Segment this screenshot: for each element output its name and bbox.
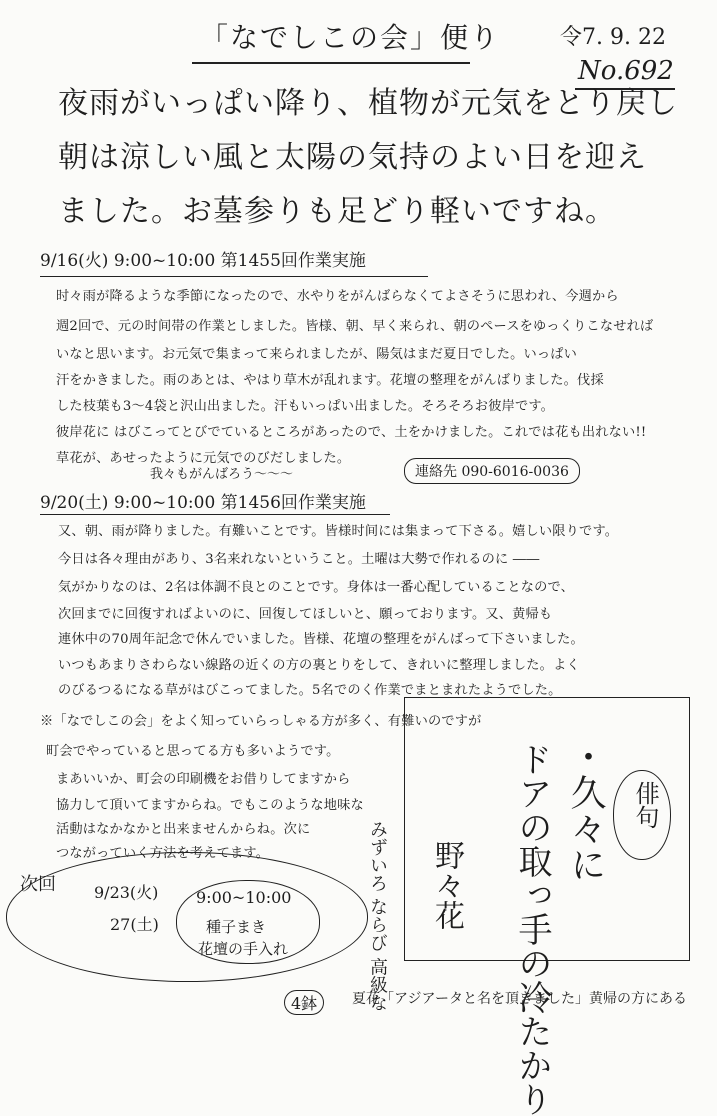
section1-aside: 我々もがんばろう〜〜〜 (150, 467, 294, 482)
haiku-line-1: ・久々に (565, 738, 606, 882)
newsletter-title: 「なでしこの会」便り (200, 21, 501, 54)
next-task-1: 種子まき (206, 918, 267, 936)
contact-box: 連絡先 090-6016-0036 (404, 458, 580, 484)
note-line: まあいいか、町会の印刷機をお借りしてますから (56, 772, 351, 787)
next-label: 次回 (20, 874, 56, 895)
haiku-badge-label: 俳句 (631, 781, 659, 829)
section1-line: 草花が、あせったように元気でのびだしました。 (56, 451, 351, 466)
section1-line: 时々雨が降るような季節になったので、水やりをがんばらなくてよさそうに思われ、今週から (56, 289, 619, 304)
haiku-badge (613, 770, 671, 860)
section1-underline (40, 276, 428, 277)
haiku-author: 野々花 (429, 840, 464, 930)
next-task-2: 花壇の手入れ (198, 940, 289, 958)
section2-line: いつもあまりさわらない線路の近くの方の裏とりをして、きれいに整理しました。よく (58, 658, 580, 673)
section2-line: 今日は各々理由があり、3名来れないということ。土曜は大勢で作れるのに ―― (58, 552, 540, 567)
note-line: つながっていく方法を考えてます。 (56, 846, 270, 861)
section1-heading: 9/16(火) 9:00~10:00 第1455回作業実施 (40, 251, 366, 271)
intro-line: ました。お墓参りも足どり軽いですね。 (58, 194, 616, 229)
intro-line: 夜雨がいっぱい降り、植物が元気をとり戻し (58, 86, 678, 121)
next-date-2: 27(土) (110, 915, 159, 934)
section2-heading: 9/20(土) 9:00~10:00 第1456回作業実施 (40, 493, 366, 513)
section2-line: 連休中の70周年記念で休んでいました。皆様、花壇の整理をがんばって下さいました。 (58, 632, 584, 647)
next-date-1: 9/23(火) (94, 883, 159, 902)
intro-line: 朝は涼しい風と太陽の気持のよい日を迎え (58, 140, 647, 175)
section2-line: 気がかりなのは、2名は体調不良とのことです。身体は一番心配していることなので、 (58, 580, 574, 595)
note-line: 活動はなかなかと出来ませんからね。次に (56, 822, 311, 837)
issue-number: No.692 (578, 56, 674, 86)
issue-date: 令7. 9. 22 (560, 25, 666, 50)
next-time: 9:00~10:00 (196, 888, 292, 907)
section1-line: 彼岸花に はびこってとびでているところがあったので、土をかけました。これでは花も出れない!! (56, 425, 647, 440)
note-line: 協力して頂いてますからね。でもこのような地味な (56, 798, 364, 813)
section2-line: のびるつるになる草がはびこってました。5名でのく作業でまとまれたようでした。 (58, 683, 562, 698)
note-line: ※「なでしこの会」をよく知っていらっしゃる方が多く、有難いのですが (40, 714, 482, 729)
section1-line: した枝葉も3〜4袋と沢山出ました。汗もいっぱい出ました。そろそろお彼岸です。 (56, 399, 555, 414)
section1-line: いなと思います。お元気で集まって来られましたが、陽気はまだ夏日でした。いっぱい (56, 347, 578, 362)
pots-badge: 4鉢 (284, 990, 324, 1015)
title-underline (192, 62, 470, 64)
footer-note: 夏花「アジアータと名を頂きました」黄帰の方にある (352, 991, 688, 1007)
section1-line: 汗をかきました。雨のあとは、やはり草木が乱れます。花壇の整理をがんばりました。伐採 (56, 373, 604, 388)
side-note: みずいろ ならび 高級な (367, 820, 388, 1012)
section1-line: 週2回で、元の时间帯の作業としました。皆様、朝、早く来られ、朝のペースをゆっくりこなせれば (56, 319, 654, 334)
section2-line: 次回までに回復すればよいのに、回復してほしいと、願っております。又、黄帰も (58, 607, 553, 622)
note-line: 町会でやっていると思ってる方も多いようです。 (46, 744, 340, 759)
section2-line: 又、朝、雨が降りました。有難いことです。皆様时间には集まって下さる。嬉しい限りです。 (58, 524, 619, 539)
haiku-line-2: ドアの取っ手の冷たかり (512, 742, 552, 1116)
section2-underline (40, 514, 390, 515)
